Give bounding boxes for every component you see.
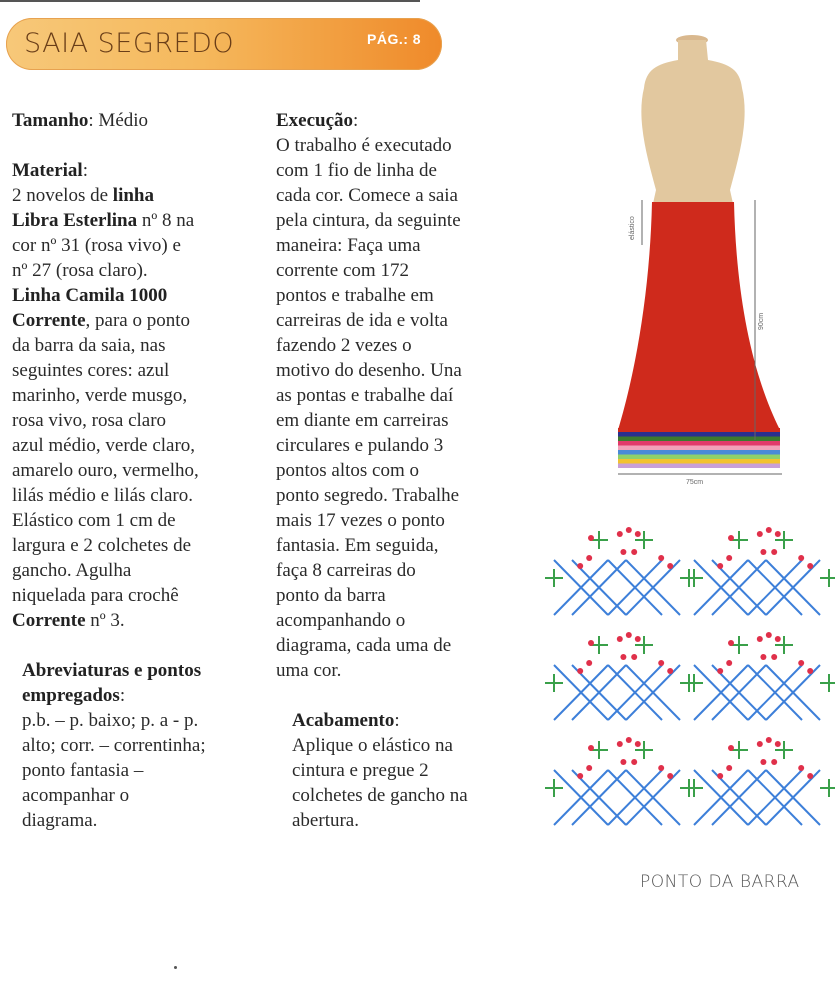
material-text: nº 3. (85, 610, 125, 631)
abbrev-colon: : (119, 685, 126, 706)
execution-line: as pontas e trabalhe daí (276, 385, 454, 406)
chain-dot (760, 654, 766, 660)
middle-column (276, 108, 526, 833)
chain-dot (717, 668, 723, 674)
page-number: PÁG.: 8 (367, 31, 422, 47)
chain-dot (620, 549, 626, 555)
material-line: rosa vivo, rosa claro (12, 410, 167, 431)
material-bold: Libra Esterlina (12, 210, 138, 231)
finishing-heading (276, 708, 526, 733)
abbrev-heading (12, 683, 274, 708)
material-bold: Corrente (12, 610, 86, 631)
abbrev-title: empregados (22, 685, 120, 706)
skirt-stripe (618, 437, 780, 442)
chain-dot (717, 773, 723, 779)
execution-line: fazendo 2 vezes o (276, 335, 412, 356)
chain-dot (658, 660, 664, 666)
skirt-stripe (618, 450, 780, 455)
chain-dot (658, 765, 664, 771)
chain-dot (577, 773, 583, 779)
execution-line: maneira: Faça uma (276, 235, 421, 256)
chain-dot (631, 759, 637, 765)
material-line: da barra da saia, nas (12, 335, 166, 356)
chain-dot (631, 549, 637, 555)
chain-dot (766, 632, 772, 638)
material-line (12, 283, 274, 308)
length-dim-label: 90cm (758, 312, 765, 330)
chain-dot (728, 640, 734, 646)
chain-dot (586, 660, 592, 666)
chain-dot (617, 531, 623, 537)
skirt-stripe (618, 459, 780, 464)
material-bold: Corrente (12, 310, 86, 331)
page-title: SAIA SEGREDO (24, 28, 235, 59)
chain-dot (775, 636, 781, 642)
material-text: , para o ponto (85, 310, 190, 331)
chain-dot (620, 759, 626, 765)
waist-dim-label: elástico (629, 216, 636, 240)
skirt-stripe (618, 441, 780, 446)
material-line: lilás médio e lilás claro. (12, 485, 193, 506)
abbrev-heading (12, 658, 274, 683)
execution-colon: : (353, 110, 359, 131)
chain-dot (798, 555, 804, 561)
execution-label: Execução (276, 110, 354, 131)
material-line: Elástico com 1 cm de (12, 510, 176, 531)
material-colon: : (82, 160, 88, 181)
chain-dot (760, 549, 766, 555)
skirt-stripe (618, 464, 780, 469)
execution-line: fantasia. Em seguida, (276, 535, 439, 556)
abbrev-line: acompanhar o (22, 785, 130, 806)
execution-line: com 1 fio de linha de (276, 160, 437, 181)
execution-line: ponto da barra (276, 585, 386, 606)
execution-line: corrente com 172 (276, 260, 409, 281)
execution-line: motivo do desenho. Una (276, 360, 462, 381)
size-label: Tamanho (12, 110, 89, 131)
chain-dot (807, 773, 813, 779)
chain-dot (807, 668, 813, 674)
chain-dot (626, 737, 632, 743)
chain-dot (726, 660, 732, 666)
width-dim-label: 75cm (686, 479, 704, 486)
skirt-mannequin-illustration (600, 30, 830, 490)
material-line (12, 183, 274, 208)
execution-line: mais 17 vezes o ponto (276, 510, 445, 531)
execution-line: ponto segredo. Trabalhe (276, 485, 460, 506)
crochet-stitch-diagram (540, 520, 835, 850)
abbrev-title: Abreviaturas e pontos (22, 660, 202, 681)
material-line: cor nº 31 (rosa vivo) e (12, 235, 181, 256)
chain-dot (658, 555, 664, 561)
skirt-hem-band (618, 428, 780, 432)
chain-dot (667, 668, 673, 674)
execution-line: pontos altos com o (276, 460, 420, 481)
material-bold: linha (112, 185, 154, 206)
skirt-stripe (618, 455, 780, 460)
execution-line: O trabalho é executado (276, 135, 452, 156)
material-bold: Linha Camila 1000 (12, 285, 168, 306)
chain-dot (617, 636, 623, 642)
material-line: largura e 2 colchetes de (12, 535, 192, 556)
chain-dot (771, 654, 777, 660)
chain-dot (577, 668, 583, 674)
chain-dot (588, 640, 594, 646)
chain-dot (775, 741, 781, 747)
chain-dot (667, 773, 673, 779)
chain-dot (588, 535, 594, 541)
execution-line: cada cor. Comece a saia (276, 185, 458, 206)
chain-dot (635, 531, 641, 537)
chain-dot (726, 555, 732, 561)
material-line (12, 308, 274, 333)
material-text: nº 8 na (137, 210, 195, 231)
finishing-line: colchetes de gancho na (292, 785, 468, 806)
chain-dot (726, 765, 732, 771)
chain-dot (775, 531, 781, 537)
chain-dot (626, 527, 632, 533)
execution-line: circulares e pulando 3 (276, 435, 444, 456)
material-heading (12, 158, 274, 183)
chain-dot (760, 759, 766, 765)
execution-line: pontos e trabalhe em (276, 285, 434, 306)
execution-line: faça 8 carreiras do (276, 560, 416, 581)
chain-dot (635, 741, 641, 747)
chain-dot (586, 555, 592, 561)
finishing-line: cintura e pregue 2 (292, 760, 429, 781)
chain-dot (798, 660, 804, 666)
chain-dot (757, 531, 763, 537)
skirt-stripes (618, 428, 780, 468)
material-label: Material (12, 160, 83, 181)
material-line (12, 608, 274, 633)
left-column (12, 108, 274, 833)
chain-dot (667, 563, 673, 569)
size-value: : Médio (88, 110, 149, 131)
finishing-line: Aplique o elástico na (292, 735, 453, 756)
chain-dot (766, 737, 772, 743)
execution-heading (276, 108, 526, 133)
material-line: gancho. Agulha (12, 560, 132, 581)
finishing-line: abertura. (292, 810, 359, 831)
abbrev-line: alto; corr. – correntinha; (22, 735, 206, 756)
chain-dot (807, 563, 813, 569)
execution-line: carreiras de ida e volta (276, 310, 448, 331)
execution-line: pela cintura, da seguinte (276, 210, 461, 231)
chain-dot (728, 745, 734, 751)
chain-dot (757, 741, 763, 747)
material-line: amarelo ouro, vermelho, (12, 460, 199, 481)
abbrev-line: diagrama. (22, 810, 98, 831)
material-line: azul médio, verde claro, (12, 435, 196, 456)
execution-line: em diante em carreiras (276, 410, 449, 431)
skirt-stripe (618, 446, 780, 451)
chain-dot (717, 563, 723, 569)
chain-dot (771, 549, 777, 555)
execution-line: diagrama, cada uma de (276, 635, 452, 656)
material-line (12, 208, 274, 233)
execution-line: acompanhando o (276, 610, 406, 631)
finishing-label: Acabamento (292, 710, 395, 731)
page-dot (174, 966, 177, 969)
diagram-caption: PONTO DA BARRA (640, 872, 800, 892)
chain-dot (631, 654, 637, 660)
abbrev-line: ponto fantasia – (22, 760, 144, 781)
chain-dot (771, 759, 777, 765)
skirt-stripe (618, 432, 780, 437)
chain-dot (588, 745, 594, 751)
chain-dot (728, 535, 734, 541)
chain-dot (766, 527, 772, 533)
chain-dot (586, 765, 592, 771)
top-rule (0, 0, 420, 2)
chain-dot (635, 636, 641, 642)
finishing-colon: : (394, 710, 400, 731)
chain-dot (757, 636, 763, 642)
material-text: 2 novelos de (12, 185, 113, 206)
material-line: niquelada para crochê (12, 585, 179, 606)
mannequin-torso (641, 40, 744, 208)
material-line: nº 27 (rosa claro). (12, 260, 148, 281)
chain-dot (617, 741, 623, 747)
chain-dot (577, 563, 583, 569)
material-line: marinho, verde musgo, (12, 385, 188, 406)
chain-dot (620, 654, 626, 660)
execution-line: uma cor. (276, 660, 342, 681)
size-line (12, 108, 274, 133)
chain-dot (626, 632, 632, 638)
material-line: seguintes cores: azul (12, 360, 170, 381)
abbrev-line: p.b. – p. baixo; p. a - p. (22, 710, 199, 731)
chain-dot (798, 765, 804, 771)
